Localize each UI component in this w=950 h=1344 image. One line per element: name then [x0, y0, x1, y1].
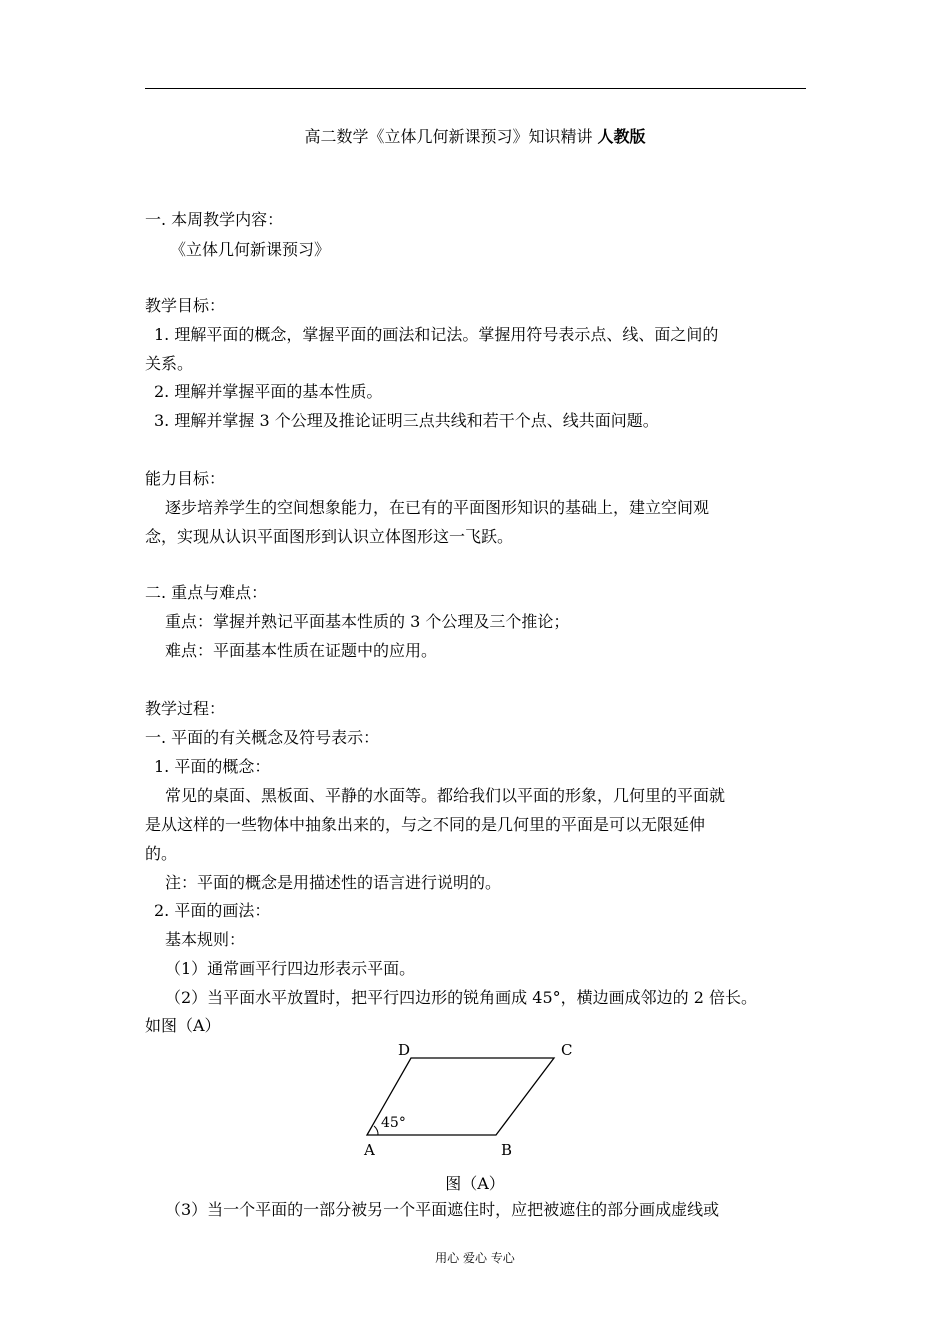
- section-heading: 一. 平面的有关概念及符号表示：: [145, 728, 380, 747]
- parallelogram-figure: [355, 1040, 575, 1140]
- list-item: 3. 理解并掌握 3 个公理及推论证明三点共线和若干个点、线共面问题。: [154, 411, 659, 430]
- title-main: 高二数学《立体几何新课预习》知识精讲: [304, 127, 593, 146]
- paragraph-line: 重点：掌握并熟记平面基本性质的 3 个公理及三个推论；: [165, 612, 570, 631]
- vertex-label-a: A: [364, 1141, 375, 1159]
- paragraph-line: 是从这样的一些物体中抽象出来的，与之不同的是几何里的平面是可以无限延伸: [145, 815, 706, 834]
- angle-arc: [374, 1126, 378, 1135]
- parallelogram-shape: [367, 1058, 554, 1135]
- page-title: [0, 124, 950, 147]
- list-item: 2. 理解并掌握平面的基本性质。: [154, 382, 383, 401]
- list-item: 2. 平面的画法：: [154, 901, 271, 920]
- vertex-label-d: D: [398, 1041, 411, 1059]
- section-heading: 教学目标：: [145, 296, 226, 315]
- angle-label: 45°: [381, 1115, 406, 1131]
- paragraph-line: 基本规则：: [165, 930, 246, 949]
- header-rule: [145, 88, 806, 89]
- list-item: （2）当平面水平放置时，把平行四边形的锐角画成 45°，横边画成邻边的 2 倍长。: [165, 988, 757, 1007]
- paragraph-line: 关系。: [145, 354, 194, 373]
- figure-caption: 图（A）: [445, 1174, 505, 1193]
- section-heading: 一. 本周教学内容：: [145, 210, 284, 229]
- paragraph-line: 难点：平面基本性质在证题中的应用。: [165, 641, 438, 660]
- section-heading: 二. 重点与难点：: [145, 583, 268, 602]
- section-heading: 教学过程：: [145, 699, 226, 718]
- note-line: 注：平面的概念是用描述性的语言进行说明的。: [165, 873, 502, 892]
- paragraph-line: 的。: [145, 844, 178, 863]
- paragraph-line: 念，实现从认识平面图形到认识立体图形这一飞跃。: [145, 527, 514, 546]
- list-item: 1. 理解平面的概念，掌握平面的画法和记法。掌握用符号表示点、线、面之间的: [154, 325, 719, 344]
- list-item: （1）通常画平行四边形表示平面。: [165, 959, 416, 978]
- paragraph-line: 常见的桌面、黑板面、平静的水面等。都给我们以平面的形象，几何里的平面就: [165, 786, 726, 805]
- paragraph-line: 逐步培养学生的空间想象能力，在已有的平面图形知识的基础上，建立空间观: [165, 498, 710, 517]
- title-publisher: 人教版: [597, 127, 646, 146]
- page-footer: 用心 爱心 专心: [435, 1251, 515, 1265]
- paragraph-line: 《立体几何新课预习》: [170, 240, 331, 259]
- list-item: 1. 平面的概念：: [154, 757, 271, 776]
- vertex-label-b: B: [501, 1141, 513, 1159]
- list-item: （3）当一个平面的一部分被另一个平面遮住时，应把被遮住的部分画成虚线或: [165, 1200, 720, 1219]
- vertex-label-c: C: [561, 1041, 573, 1059]
- paragraph-line: 如图（A）: [145, 1016, 221, 1035]
- section-heading: 能力目标：: [145, 469, 226, 488]
